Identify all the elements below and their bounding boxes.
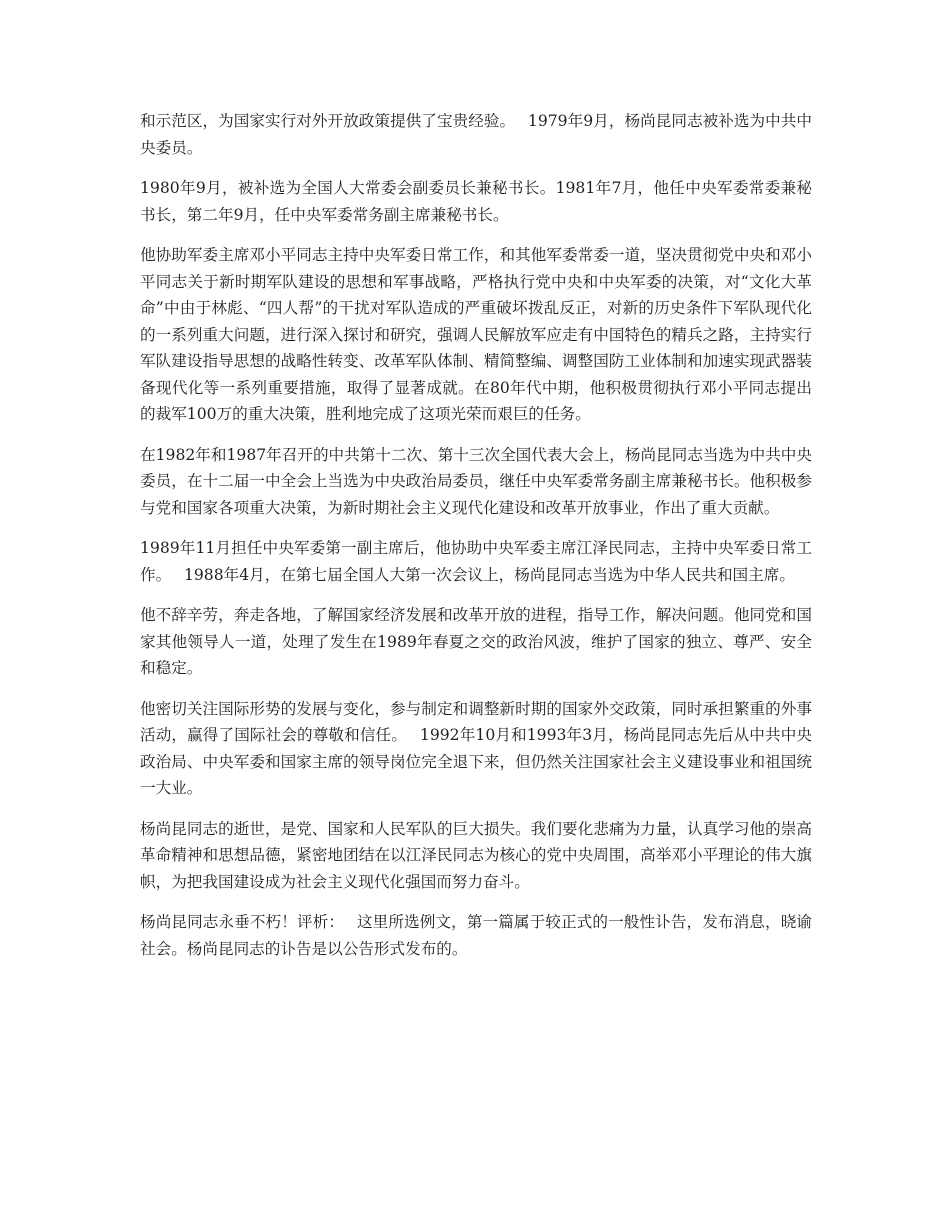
- paragraph-8: 杨尚昆同志的逝世，是党、国家和人民军队的巨大损失。我们要化悲痛为力量，认真学习他的崇高革命精神和思想品德，紧密地团结在以江泽民同志为核心的党中央周围，高举邓小平理论的伟大旗帜，为把我国建设成为社会主义现代化强国而努力奋斗。: [140, 819, 812, 891]
- document-body: [140, 108, 812, 976]
- paragraph-2: 1980年9月，被补选为全国人大常委会副委员长兼秘书长。1981年7月，他任中央军委常委兼秘书长，第二年9月，任中央军委常务副主席兼秘书长。: [140, 179, 812, 224]
- paragraph-6: 他不辞辛劳，奔走各地，了解国家经济发展和改革开放的进程，指导工作，解决问题。他同党和国家其他领导人一道，处理了发生在1989年春夏之交的政治风波，维护了国家的独立、尊严、安全和稳定。: [140, 606, 812, 677]
- paragraph-9: 杨尚昆同志永垂不朽！评析： 这里所选例文，第一篇属于较正式的一般性讣告，发布消息，晓谕社会。杨尚昆同志的讣告是以公告形式发布的。: [140, 913, 812, 958]
- paragraph-7: 他密切关注国际形势的发展与变化，参与制定和调整新时期的国家外交政策，同时承担繁重的外事活动，赢得了国际社会的尊敬和信任。 1992年10月和1993年3月，杨尚昆同志先后从中共中央政治局、中央军委和国家主席的领导岗位完全退下来，但仍然关注国家社会主义建设事业和祖国统一大业。: [140, 699, 812, 797]
- paragraph-4: 在1982年和1987年召开的中共第十二次、第十三次全国代表大会上，杨尚昆同志当选为中共中央委员，在十二届一中全会上当选为中央政治局委员，继任中央军委常务副主席兼秘书长。他积极参与党和国家各项重大决策，为新时期社会主义现代化建设和改革开放事业，作出了重大贡献。: [140, 445, 812, 517]
- paragraph-3: 他协助军委主席邓小平同志主持中央军委日常工作，和其他军委常委一道，坚决贯彻党中央和邓小平同志关于新时期军队建设的思想和军事战略，严格执行党中央和中央军委的决策，对“文化大革命”中由于林彪、“四人帮”的干扰对军队造成的严重破坏拨乱反正，对新的历史条件下军队现代化的一系列重大问题，进行深入探讨和研究，强调人民解放军应走有中国特色的精兵之路，主持实行军队建设指导思想的战略性转变、改革军队体制、精简整编、调整国防工业体制和加速实现武器装备现代化等一系列重要措施，取得了显著成就。在80年代中期，他积极贯彻执行邓小平同志提出的裁军100万的重大决策，胜利地完成了这项光荣而艰巨的任务。: [140, 246, 812, 423]
- paragraph-1: 和示范区，为国家实行对外开放政策提供了宝贵经验。 1979年9月，杨尚昆同志被补选为中共中央委员。: [140, 112, 812, 157]
- paragraph-5: 1989年11月担任中央军委第一副主席后，他协助中央军委主席江泽民同志，主持中央军委日常工作。 1988年4月，在第七届全国人大第一次会议上，杨尚昆同志当选为中华人民共和国主席。: [140, 539, 812, 584]
